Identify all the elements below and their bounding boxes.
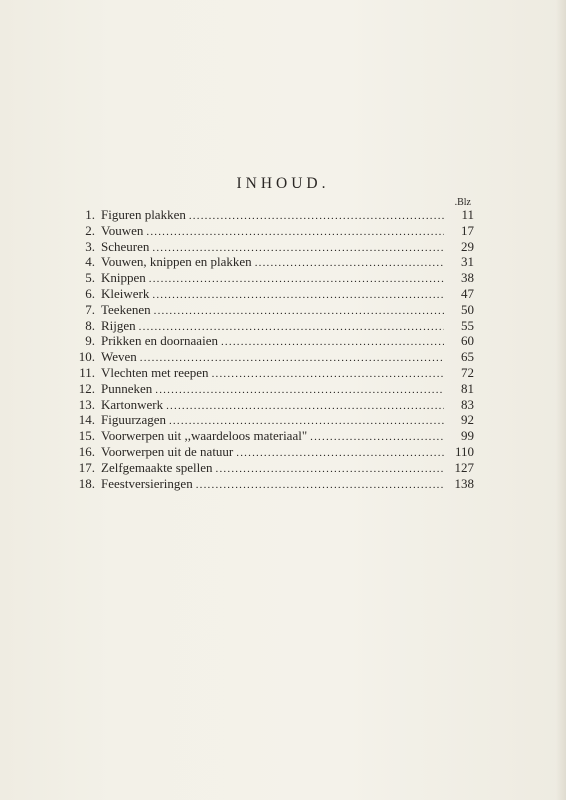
- entry-number: 17.: [78, 459, 95, 475]
- entry-page-number: 83: [461, 396, 474, 412]
- entry-page-number: 47: [461, 285, 474, 301]
- entry-page-number: 11: [461, 207, 474, 222]
- dot-leader: [236, 446, 444, 462]
- entry-number: 1.: [85, 207, 95, 222]
- toc-entry: [72, 460, 474, 476]
- entry-title: Vouwen, knippen en plakken: [101, 254, 252, 270]
- toc-entry: [72, 381, 474, 397]
- entry-title: Feestversieringen: [101, 475, 193, 491]
- entry-number: 9.: [85, 333, 95, 349]
- dot-leader: [310, 430, 444, 446]
- toc-entry: [72, 428, 474, 444]
- entry-page-number: 81: [461, 380, 474, 396]
- entry-page-number: 38: [461, 270, 474, 286]
- toc-entry: [72, 333, 474, 349]
- entry-page-number: 29: [461, 238, 474, 254]
- entry-number: 14.: [78, 412, 95, 428]
- entry-number: 3.: [85, 238, 95, 254]
- dot-leader: [149, 272, 444, 288]
- entry-title: Rijgen: [101, 317, 136, 333]
- entry-number: 10.: [78, 349, 95, 365]
- dot-leader: [216, 462, 444, 478]
- dot-leader: [155, 383, 444, 399]
- entry-title: Teekenen: [101, 301, 151, 317]
- entry-title: Knippen: [101, 270, 146, 286]
- entry-title: Weven: [101, 349, 137, 365]
- entry-page-number: 99: [461, 428, 474, 444]
- toc-entry: [72, 254, 474, 270]
- entry-page-number: 17: [461, 222, 474, 238]
- entry-number: 16.: [78, 443, 95, 459]
- entry-page-number: 92: [461, 412, 474, 428]
- entry-title: Prikken en doornaaien: [101, 333, 218, 349]
- entry-title: Figuurzagen: [101, 412, 166, 428]
- dot-leader: [212, 367, 444, 383]
- toc-entry: [72, 223, 474, 239]
- entry-page-number: 138: [454, 475, 474, 491]
- entry-number: 6.: [85, 285, 95, 301]
- entry-page-number: 110: [454, 443, 474, 459]
- entry-page-number: 127: [454, 459, 474, 475]
- entry-title: Kleiwerk: [101, 285, 150, 301]
- dot-leader: [166, 399, 444, 415]
- toc-entry: [72, 349, 474, 365]
- dot-leader: [196, 478, 444, 494]
- dot-leader: [255, 256, 444, 272]
- entry-title: Vouwen: [101, 222, 144, 238]
- toc-entry: [72, 239, 474, 255]
- contents-heading: INHOUD.: [236, 175, 330, 192]
- entry-number: 8.: [85, 317, 95, 333]
- entry-title: Voorwerpen uit ,,waardeloos materiaal": [101, 428, 308, 444]
- dot-leader: [154, 304, 444, 320]
- entry-number: 11.: [79, 364, 95, 380]
- toc-entry: [72, 302, 474, 318]
- entry-page-number: 72: [461, 364, 474, 380]
- toc-entry: [72, 476, 474, 492]
- entry-title: Voorwerpen uit de natuur: [101, 443, 234, 459]
- entry-number: 13.: [78, 396, 95, 412]
- entry-title: Vlechten met reepen: [101, 364, 209, 380]
- entry-number: 15.: [78, 428, 95, 444]
- entry-title: Scheuren: [101, 238, 150, 254]
- toc-entry: [72, 270, 474, 286]
- dot-leader: [189, 209, 444, 225]
- entry-title: Zelfgemaakte spellen: [101, 459, 213, 475]
- entry-title: Kartonwerk: [101, 396, 164, 412]
- toc-entry: [72, 397, 474, 413]
- entry-page-number: 65: [461, 349, 474, 365]
- entry-title: Figuren plakken: [101, 207, 186, 222]
- page-edge-shadow: [556, 0, 566, 800]
- table-of-contents: [72, 207, 474, 491]
- entry-number: 12.: [78, 380, 95, 396]
- toc-entry: [72, 444, 474, 460]
- entry-number: 4.: [85, 254, 95, 270]
- toc-entry: [72, 365, 474, 381]
- page-column-label: Blz.: [454, 197, 471, 208]
- entry-number: 5.: [85, 270, 95, 286]
- entry-page-number: 50: [461, 301, 474, 317]
- dot-leader: [152, 288, 444, 304]
- entry-page-number: 60: [461, 333, 474, 349]
- toc-entry: [72, 207, 474, 223]
- dot-leader: [221, 335, 444, 351]
- entry-number: 18.: [78, 475, 95, 491]
- entry-title: Punneken: [101, 380, 153, 396]
- toc-entry: [72, 286, 474, 302]
- entry-page-number: 55: [461, 317, 474, 333]
- entry-number: 2.: [85, 222, 95, 238]
- dot-leader: [146, 225, 444, 241]
- entry-number: 7.: [85, 301, 95, 317]
- toc-entry: [72, 318, 474, 334]
- toc-entry: [72, 412, 474, 428]
- entry-page-number: 31: [461, 254, 474, 270]
